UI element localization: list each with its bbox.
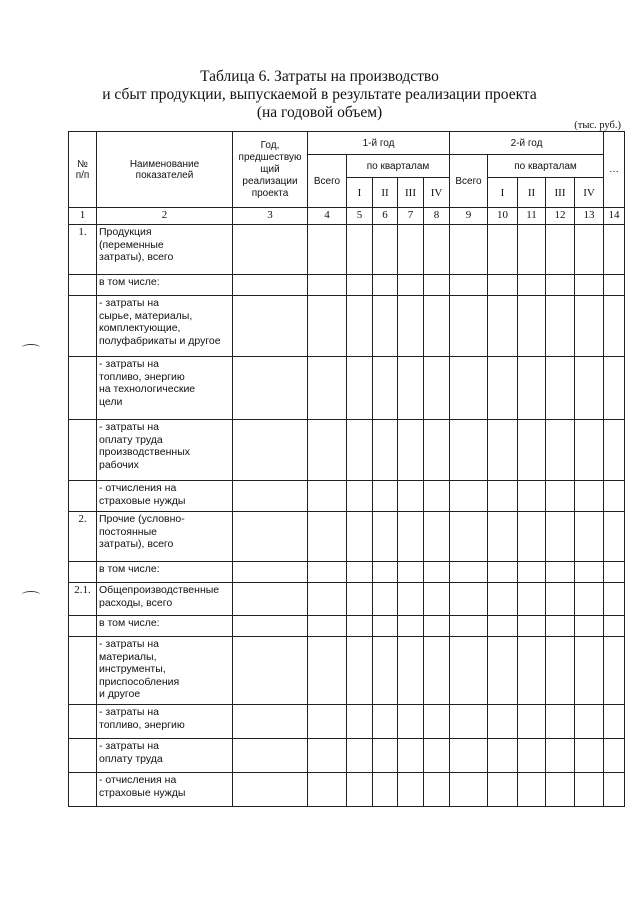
row-label: - отчисления на страховые нужды (97, 773, 233, 807)
row-label: в том числе: (97, 616, 233, 637)
title-line-2: и сбыт продукции, выпускаемой в результате реализации проекта (102, 86, 537, 103)
value-cell[interactable] (450, 512, 488, 562)
value-cell[interactable] (347, 512, 373, 562)
row-number (69, 773, 97, 807)
value-cell[interactable] (604, 420, 625, 481)
header-quarter: II (373, 178, 398, 208)
value-cell[interactable] (424, 481, 450, 512)
title-line-1: Таблица 6. Затраты на производство (200, 68, 439, 85)
value-cell[interactable] (604, 296, 625, 357)
row-label: - затраты на материалы, инструменты, приспособления и другое (97, 637, 233, 705)
value-cell[interactable] (546, 512, 575, 562)
value-cell[interactable] (450, 481, 488, 512)
value-cell[interactable] (450, 705, 488, 739)
value-cell[interactable] (518, 583, 546, 616)
header-name: Наименование показателей (97, 132, 233, 208)
table-row (69, 773, 625, 807)
value-cell[interactable] (604, 616, 625, 637)
value-cell[interactable] (575, 583, 604, 616)
value-cell[interactable] (488, 512, 518, 562)
column-number: 13 (575, 208, 604, 225)
header-by-quarters-2: по кварталам (488, 155, 604, 178)
value-cell[interactable] (604, 739, 625, 773)
value-cell[interactable] (546, 705, 575, 739)
table-row (69, 275, 625, 296)
header-num: № п/п (69, 132, 97, 208)
value-cell[interactable] (546, 739, 575, 773)
header-quarter: I (347, 178, 373, 208)
table-row (69, 739, 625, 773)
value-cell[interactable] (373, 739, 398, 773)
value-cell[interactable] (424, 562, 450, 583)
header-ellipsis: … (604, 132, 625, 208)
row-number (69, 420, 97, 481)
header-quarter: II (518, 178, 546, 208)
table-row (69, 357, 625, 420)
value-cell[interactable] (424, 420, 450, 481)
value-cell[interactable] (450, 616, 488, 637)
value-cell[interactable] (518, 481, 546, 512)
value-cell[interactable] (308, 275, 347, 296)
value-cell[interactable] (488, 583, 518, 616)
value-cell[interactable] (373, 481, 398, 512)
value-cell[interactable] (450, 583, 488, 616)
scan-mark (22, 344, 40, 351)
table-row (69, 296, 625, 357)
row-label: - отчисления на страховые нужды (97, 481, 233, 512)
value-cell[interactable] (233, 739, 308, 773)
value-cell[interactable] (373, 616, 398, 637)
value-cell[interactable] (347, 616, 373, 637)
value-cell[interactable] (308, 705, 347, 739)
row-label: Продукция (переменные затраты), всего (97, 225, 233, 275)
value-cell[interactable] (575, 705, 604, 739)
value-cell[interactable] (308, 562, 347, 583)
value-cell[interactable] (373, 512, 398, 562)
value-cell[interactable] (373, 275, 398, 296)
value-cell[interactable] (398, 705, 424, 739)
header-quarter: III (546, 178, 575, 208)
value-cell[interactable] (575, 512, 604, 562)
column-number: 7 (398, 208, 424, 225)
column-number: 12 (546, 208, 575, 225)
value-cell[interactable] (546, 296, 575, 357)
value-cell[interactable] (450, 275, 488, 296)
value-cell[interactable] (233, 420, 308, 481)
value-cell[interactable] (546, 357, 575, 420)
value-cell[interactable] (233, 773, 308, 807)
costs-table (68, 131, 625, 807)
header-quarter: IV (424, 178, 450, 208)
value-cell[interactable] (373, 583, 398, 616)
table-row (69, 583, 625, 616)
value-cell[interactable] (518, 420, 546, 481)
value-cell[interactable] (450, 739, 488, 773)
value-cell[interactable] (546, 225, 575, 275)
row-number (69, 739, 97, 773)
value-cell[interactable] (347, 739, 373, 773)
header-quarter: III (398, 178, 424, 208)
value-cell[interactable] (347, 583, 373, 616)
row-number (69, 481, 97, 512)
header-year-1: 1-й год (308, 132, 450, 155)
value-cell[interactable] (604, 357, 625, 420)
header-by-quarters-1: по кварталам (347, 155, 450, 178)
table-row (69, 562, 625, 583)
row-number: 1. (69, 225, 97, 275)
value-cell[interactable] (308, 773, 347, 807)
value-cell[interactable] (518, 637, 546, 705)
row-label: в том числе: (97, 562, 233, 583)
value-cell[interactable] (604, 481, 625, 512)
column-number: 4 (308, 208, 347, 225)
row-number (69, 296, 97, 357)
row-label: - затраты на топливо, энергию (97, 705, 233, 739)
value-cell[interactable] (518, 225, 546, 275)
row-label: Прочие (условно- постоянные затраты), всего (97, 512, 233, 562)
value-cell[interactable] (518, 739, 546, 773)
value-cell[interactable] (575, 275, 604, 296)
value-cell[interactable] (575, 637, 604, 705)
column-number: 3 (233, 208, 308, 225)
value-cell[interactable] (546, 616, 575, 637)
document-title (0, 68, 639, 122)
value-cell[interactable] (450, 420, 488, 481)
value-cell[interactable] (450, 225, 488, 275)
value-cell[interactable] (546, 275, 575, 296)
value-cell[interactable] (373, 420, 398, 481)
value-cell[interactable] (518, 562, 546, 583)
value-cell[interactable] (488, 739, 518, 773)
row-label: - затраты на оплату труда производственных рабочих (97, 420, 233, 481)
value-cell[interactable] (398, 616, 424, 637)
value-cell[interactable] (347, 296, 373, 357)
value-cell[interactable] (308, 296, 347, 357)
value-cell[interactable] (347, 357, 373, 420)
value-cell[interactable] (546, 583, 575, 616)
header-quarter: I (488, 178, 518, 208)
column-number: 5 (347, 208, 373, 225)
value-cell[interactable] (398, 481, 424, 512)
column-number: 9 (450, 208, 488, 225)
value-cell[interactable] (488, 357, 518, 420)
value-cell[interactable] (604, 583, 625, 616)
value-cell[interactable] (604, 637, 625, 705)
column-number: 6 (373, 208, 398, 225)
value-cell[interactable] (233, 562, 308, 583)
value-cell[interactable] (518, 296, 546, 357)
value-cell[interactable] (450, 637, 488, 705)
table-row (69, 616, 625, 637)
column-number: 8 (424, 208, 450, 225)
value-cell[interactable] (233, 481, 308, 512)
value-cell[interactable] (575, 225, 604, 275)
value-cell[interactable] (347, 773, 373, 807)
table-row (69, 512, 625, 562)
header-total-year-1: Всего (308, 155, 347, 208)
row-number (69, 357, 97, 420)
value-cell[interactable] (518, 705, 546, 739)
value-cell[interactable] (347, 481, 373, 512)
table-row (69, 420, 625, 481)
row-number (69, 637, 97, 705)
value-cell[interactable] (424, 705, 450, 739)
value-cell[interactable] (604, 275, 625, 296)
value-cell[interactable] (488, 562, 518, 583)
value-cell[interactable] (488, 275, 518, 296)
value-cell[interactable] (233, 637, 308, 705)
value-cell[interactable] (575, 357, 604, 420)
row-label: в том числе: (97, 275, 233, 296)
value-cell[interactable] (233, 225, 308, 275)
value-cell[interactable] (424, 637, 450, 705)
value-cell[interactable] (398, 583, 424, 616)
value-cell[interactable] (575, 562, 604, 583)
value-cell[interactable] (233, 583, 308, 616)
value-cell[interactable] (373, 562, 398, 583)
title-line-3: (на годовой объем) (256, 104, 383, 121)
value-cell[interactable] (424, 225, 450, 275)
column-number: 10 (488, 208, 518, 225)
scan-mark (22, 591, 40, 598)
value-cell[interactable] (424, 773, 450, 807)
value-cell[interactable] (604, 773, 625, 807)
value-cell[interactable] (373, 773, 398, 807)
value-cell[interactable] (575, 773, 604, 807)
value-cell[interactable] (308, 357, 347, 420)
value-cell[interactable] (373, 357, 398, 420)
value-cell[interactable] (233, 512, 308, 562)
header-year-2: 2-й год (450, 132, 604, 155)
value-cell[interactable] (450, 562, 488, 583)
value-cell[interactable] (308, 512, 347, 562)
value-cell[interactable] (398, 275, 424, 296)
value-cell[interactable] (398, 773, 424, 807)
row-number: 2. (69, 512, 97, 562)
value-cell[interactable] (604, 512, 625, 562)
column-number: 14 (604, 208, 625, 225)
value-cell[interactable] (546, 420, 575, 481)
value-cell[interactable] (347, 275, 373, 296)
value-cell[interactable] (488, 616, 518, 637)
row-number (69, 705, 97, 739)
header-prev-year: Год, предшествую щий реализации проекта (233, 132, 308, 208)
value-cell[interactable] (347, 225, 373, 275)
header-quarter: IV (575, 178, 604, 208)
value-cell[interactable] (488, 705, 518, 739)
value-cell[interactable] (488, 296, 518, 357)
row-label: - затраты на топливо, энергию на технологические цели (97, 357, 233, 420)
value-cell[interactable] (518, 512, 546, 562)
value-cell[interactable] (233, 296, 308, 357)
value-cell[interactable] (398, 562, 424, 583)
value-cell[interactable] (373, 637, 398, 705)
row-number: 2.1. (69, 583, 97, 616)
value-cell[interactable] (347, 705, 373, 739)
value-cell[interactable] (450, 357, 488, 420)
table-row (69, 705, 625, 739)
row-number (69, 562, 97, 583)
value-cell[interactable] (450, 296, 488, 357)
value-cell[interactable] (347, 562, 373, 583)
value-cell[interactable] (233, 357, 308, 420)
row-label: - затраты на сырье, материалы, комплектующие, полуфабрикаты и другое (97, 296, 233, 357)
value-cell[interactable] (546, 562, 575, 583)
row-label: Общепроизводственные расходы, всего (97, 583, 233, 616)
column-number: 1 (69, 208, 97, 225)
header-total-year-2: Всего (450, 155, 488, 208)
value-cell[interactable] (575, 481, 604, 512)
value-cell[interactable] (233, 275, 308, 296)
value-cell[interactable] (424, 296, 450, 357)
value-cell[interactable] (308, 225, 347, 275)
value-cell[interactable] (424, 739, 450, 773)
value-cell[interactable] (488, 637, 518, 705)
row-number (69, 616, 97, 637)
value-cell[interactable] (398, 512, 424, 562)
value-cell[interactable] (398, 225, 424, 275)
value-cell[interactable] (233, 705, 308, 739)
table-row (69, 481, 625, 512)
value-cell[interactable] (518, 616, 546, 637)
value-cell[interactable] (308, 583, 347, 616)
value-cell[interactable] (604, 562, 625, 583)
value-cell[interactable] (398, 637, 424, 705)
value-cell[interactable] (308, 739, 347, 773)
column-number: 2 (97, 208, 233, 225)
value-cell[interactable] (488, 773, 518, 807)
row-label: - затраты на оплату труда (97, 739, 233, 773)
value-cell[interactable] (373, 705, 398, 739)
value-cell[interactable] (575, 420, 604, 481)
value-cell[interactable] (308, 481, 347, 512)
value-cell[interactable] (308, 420, 347, 481)
value-cell[interactable] (604, 225, 625, 275)
value-cell[interactable] (518, 275, 546, 296)
value-cell[interactable] (398, 420, 424, 481)
value-cell[interactable] (488, 481, 518, 512)
value-cell[interactable] (450, 773, 488, 807)
value-cell[interactable] (575, 739, 604, 773)
value-cell[interactable] (424, 512, 450, 562)
value-cell[interactable] (488, 225, 518, 275)
value-cell[interactable] (398, 739, 424, 773)
value-cell[interactable] (488, 420, 518, 481)
row-number (69, 275, 97, 296)
value-cell[interactable] (347, 420, 373, 481)
table-row (69, 637, 625, 705)
value-cell[interactable] (546, 637, 575, 705)
value-cell[interactable] (373, 296, 398, 357)
value-cell[interactable] (233, 616, 308, 637)
value-cell[interactable] (424, 616, 450, 637)
value-cell[interactable] (373, 225, 398, 275)
value-cell[interactable] (424, 275, 450, 296)
value-cell[interactable] (575, 296, 604, 357)
table-row (69, 225, 625, 275)
value-cell[interactable] (518, 773, 546, 807)
value-cell[interactable] (604, 705, 625, 739)
units-label: (тыс. руб.) (574, 120, 621, 131)
value-cell[interactable] (424, 583, 450, 616)
value-cell[interactable] (518, 357, 546, 420)
value-cell[interactable] (308, 637, 347, 705)
column-number: 11 (518, 208, 546, 225)
value-cell[interactable] (575, 616, 604, 637)
value-cell[interactable] (308, 616, 347, 637)
value-cell[interactable] (347, 637, 373, 705)
value-cell[interactable] (546, 481, 575, 512)
value-cell[interactable] (398, 357, 424, 420)
value-cell[interactable] (398, 296, 424, 357)
value-cell[interactable] (424, 357, 450, 420)
value-cell[interactable] (546, 773, 575, 807)
